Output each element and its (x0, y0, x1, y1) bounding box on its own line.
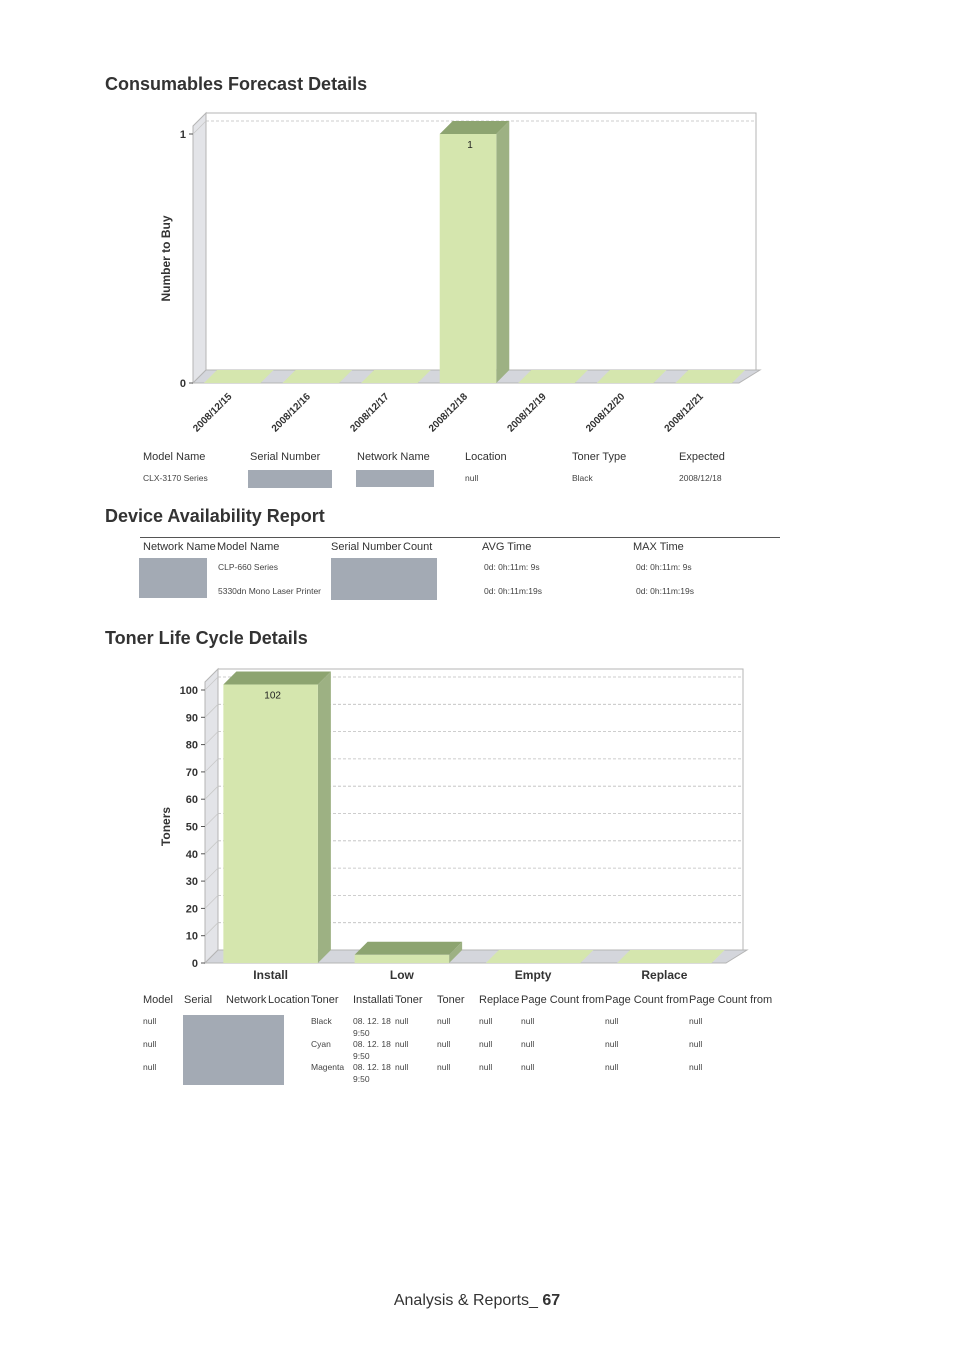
availability-section-title: Device Availability Report (105, 506, 325, 526)
lifecycle-row3-time: 9:50 (353, 1074, 370, 1084)
bar-top (355, 942, 463, 955)
lifecycle-header-toner-2: Toner (395, 994, 423, 1006)
lifecycle-row1-c1: null (437, 1016, 451, 1026)
lifecycle-header-location: Location (268, 994, 310, 1006)
y-tick-label: 70 (185, 766, 198, 779)
y-tick-label: 1 (179, 129, 186, 141)
y-tick-label: 60 (185, 794, 198, 807)
availability-header-max: MAX Time (633, 541, 684, 553)
bar-top (486, 950, 594, 963)
bar-data-label: 102 (264, 690, 281, 702)
lifecycle-row1-date: 08. 12. 18 (353, 1016, 391, 1026)
lifecycle-row3-toner: Magenta (311, 1062, 345, 1072)
forecast-header-serial: Serial Number (250, 451, 321, 463)
availability-network-redaction (139, 558, 207, 598)
lifecycle-row3-c3: null (521, 1062, 535, 1072)
bar-side (496, 121, 509, 383)
x-tick-label: Low (389, 968, 414, 982)
x-tick-label: 2008/12/20 (584, 391, 628, 435)
lifecycle-row1-install-null: null (395, 1016, 409, 1026)
lifecycle-header-pagecount-2: Page Count from (605, 994, 689, 1006)
lifecycle-row2-c2: null (479, 1039, 493, 1049)
forecast-cell-model: CLX-3170 Series (143, 473, 208, 483)
y-tick-label: 0 (179, 378, 186, 390)
y-tick-label: 80 (185, 739, 198, 752)
x-tick-label: 2008/12/16 (269, 391, 313, 435)
availability-row1-model: CLP-660 Series (218, 562, 279, 572)
lifecycle-row2-install-null: null (395, 1039, 409, 1049)
bar (440, 134, 497, 383)
lifecycle-row2-time: 9:50 (353, 1051, 370, 1061)
availability-serial-redaction (331, 558, 437, 600)
y-tick-label: 40 (185, 848, 198, 861)
forecast-network-redaction (356, 470, 434, 487)
lifecycle-header-model: Model (143, 994, 173, 1006)
y-axis-label: Number to Buy (159, 215, 173, 302)
forecast-cell-location: null (465, 473, 479, 483)
forecast-serial-redaction (248, 470, 332, 488)
bar (355, 955, 450, 963)
lifecycle-row3-date: 08. 12. 18 (353, 1062, 391, 1072)
lifecycle-row3-c5: null (689, 1062, 703, 1072)
x-tick-label: 2008/12/15 (191, 391, 235, 435)
lifecycle-row2-c4: null (605, 1039, 619, 1049)
forecast-header-toner-type: Toner Type (572, 451, 627, 463)
forecast-header-location: Location (465, 451, 507, 463)
lifecycle-row2-c5: null (689, 1039, 703, 1049)
lifecycle-row2-c3: null (521, 1039, 535, 1049)
x-tick-label: Install (253, 968, 288, 982)
bar-data-label: 1 (467, 140, 473, 151)
lifecycle-row2-toner: Cyan (311, 1039, 331, 1049)
lifecycle-row1-toner: Black (311, 1016, 332, 1026)
availability-row1-avg: 0d: 0h:11m: 9s (484, 562, 540, 572)
x-tick-label: Replace (641, 968, 688, 982)
y-tick-label: 0 (191, 958, 198, 970)
lifecycle-header-pagecount-1: Page Count from (521, 994, 605, 1006)
availability-header-serial: Serial Number (331, 541, 402, 553)
forecast-header-model: Model Name (143, 451, 206, 463)
forecast-cell-toner-type: Black (572, 473, 593, 483)
lifecycle-serial-network-redaction (183, 1015, 284, 1085)
y-tick-label: 90 (185, 712, 198, 725)
forecast-section-title: Consumables Forecast Details (105, 74, 368, 94)
y-axis-label: Toners (159, 806, 173, 847)
availability-row2-model: 5330dn Mono Laser Printer (218, 586, 322, 596)
lifecycle-row3-c4: null (605, 1062, 619, 1072)
forecast-header-network: Network Name (357, 451, 430, 463)
x-tick-label: 2008/12/17 (348, 391, 392, 435)
lifecycle-header-network: Network (226, 994, 267, 1006)
lifecycle-row1-c5: null (689, 1016, 703, 1026)
chart-side-wall (193, 113, 206, 383)
lifecycle-row2-date: 08. 12. 18 (353, 1039, 391, 1049)
y-tick-label: 20 (185, 903, 198, 916)
lifecycle-row1-c4: null (605, 1016, 619, 1026)
bar-top (617, 950, 725, 963)
bar-side (318, 672, 331, 963)
lifecycle-header-serial: Serial (184, 994, 213, 1006)
lifecycle-header-toner: Toner (311, 994, 339, 1006)
lifecycle-header-installation: Installati (353, 994, 394, 1006)
lifecycle-header-replace: Replace (479, 994, 520, 1006)
y-tick-label: 100 (179, 685, 198, 697)
lifecycle-row3-c1: null (437, 1062, 451, 1072)
availability-row2-avg: 0d: 0h:11m:19s (484, 586, 542, 596)
x-tick-label: Empty (514, 968, 552, 982)
bar (223, 685, 318, 963)
lifecycle-section-title: Toner Life Cycle Details (105, 628, 308, 648)
x-tick-label: 2008/12/18 (426, 391, 471, 435)
availability-row2-max: 0d: 0h:11m:19s (636, 586, 694, 596)
availability-divider (140, 537, 780, 538)
y-tick-label: 50 (185, 821, 198, 834)
lifecycle-row2-model: null (143, 1039, 157, 1049)
availability-row1-max: 0d: 0h:11m: 9s (636, 562, 692, 572)
lifecycle-row1-model: null (143, 1016, 157, 1026)
lifecycle-row3-model: null (143, 1062, 157, 1072)
lifecycle-header-toner-3: Toner (437, 994, 465, 1006)
y-tick-label: 10 (185, 930, 198, 943)
lifecycle-row1-c2: null (479, 1016, 493, 1026)
bar-top (223, 672, 331, 685)
forecast-bar-chart (140, 100, 780, 445)
lifecycle-header-pagecount-3: Page Count from (689, 994, 773, 1006)
availability-header-count: Count (403, 541, 433, 553)
x-tick-label: 2008/12/19 (505, 391, 549, 435)
lifecycle-row1-time: 9:50 (353, 1028, 370, 1038)
page-number: 67 (542, 1292, 561, 1309)
page-footer (0, 1292, 954, 1310)
forecast-cell-expected: 2008/12/18 (679, 473, 722, 483)
lifecycle-row3-c2: null (479, 1062, 493, 1072)
y-tick-label: 30 (185, 876, 198, 889)
lifecycle-row2-c1: null (437, 1039, 451, 1049)
availability-header-network: Network Name (143, 541, 216, 553)
lifecycle-row1-c3: null (521, 1016, 535, 1026)
forecast-header-expected: Expected (679, 451, 725, 463)
lifecycle-bar-chart (140, 650, 760, 990)
lifecycle-row3-install-null: null (395, 1062, 409, 1072)
footer-text: Analysis & Reports_ (393, 1292, 538, 1309)
x-tick-label: 2008/12/21 (662, 391, 706, 435)
availability-header-avg: AVG Time (482, 541, 532, 553)
availability-header-model: Model Name (217, 541, 280, 553)
